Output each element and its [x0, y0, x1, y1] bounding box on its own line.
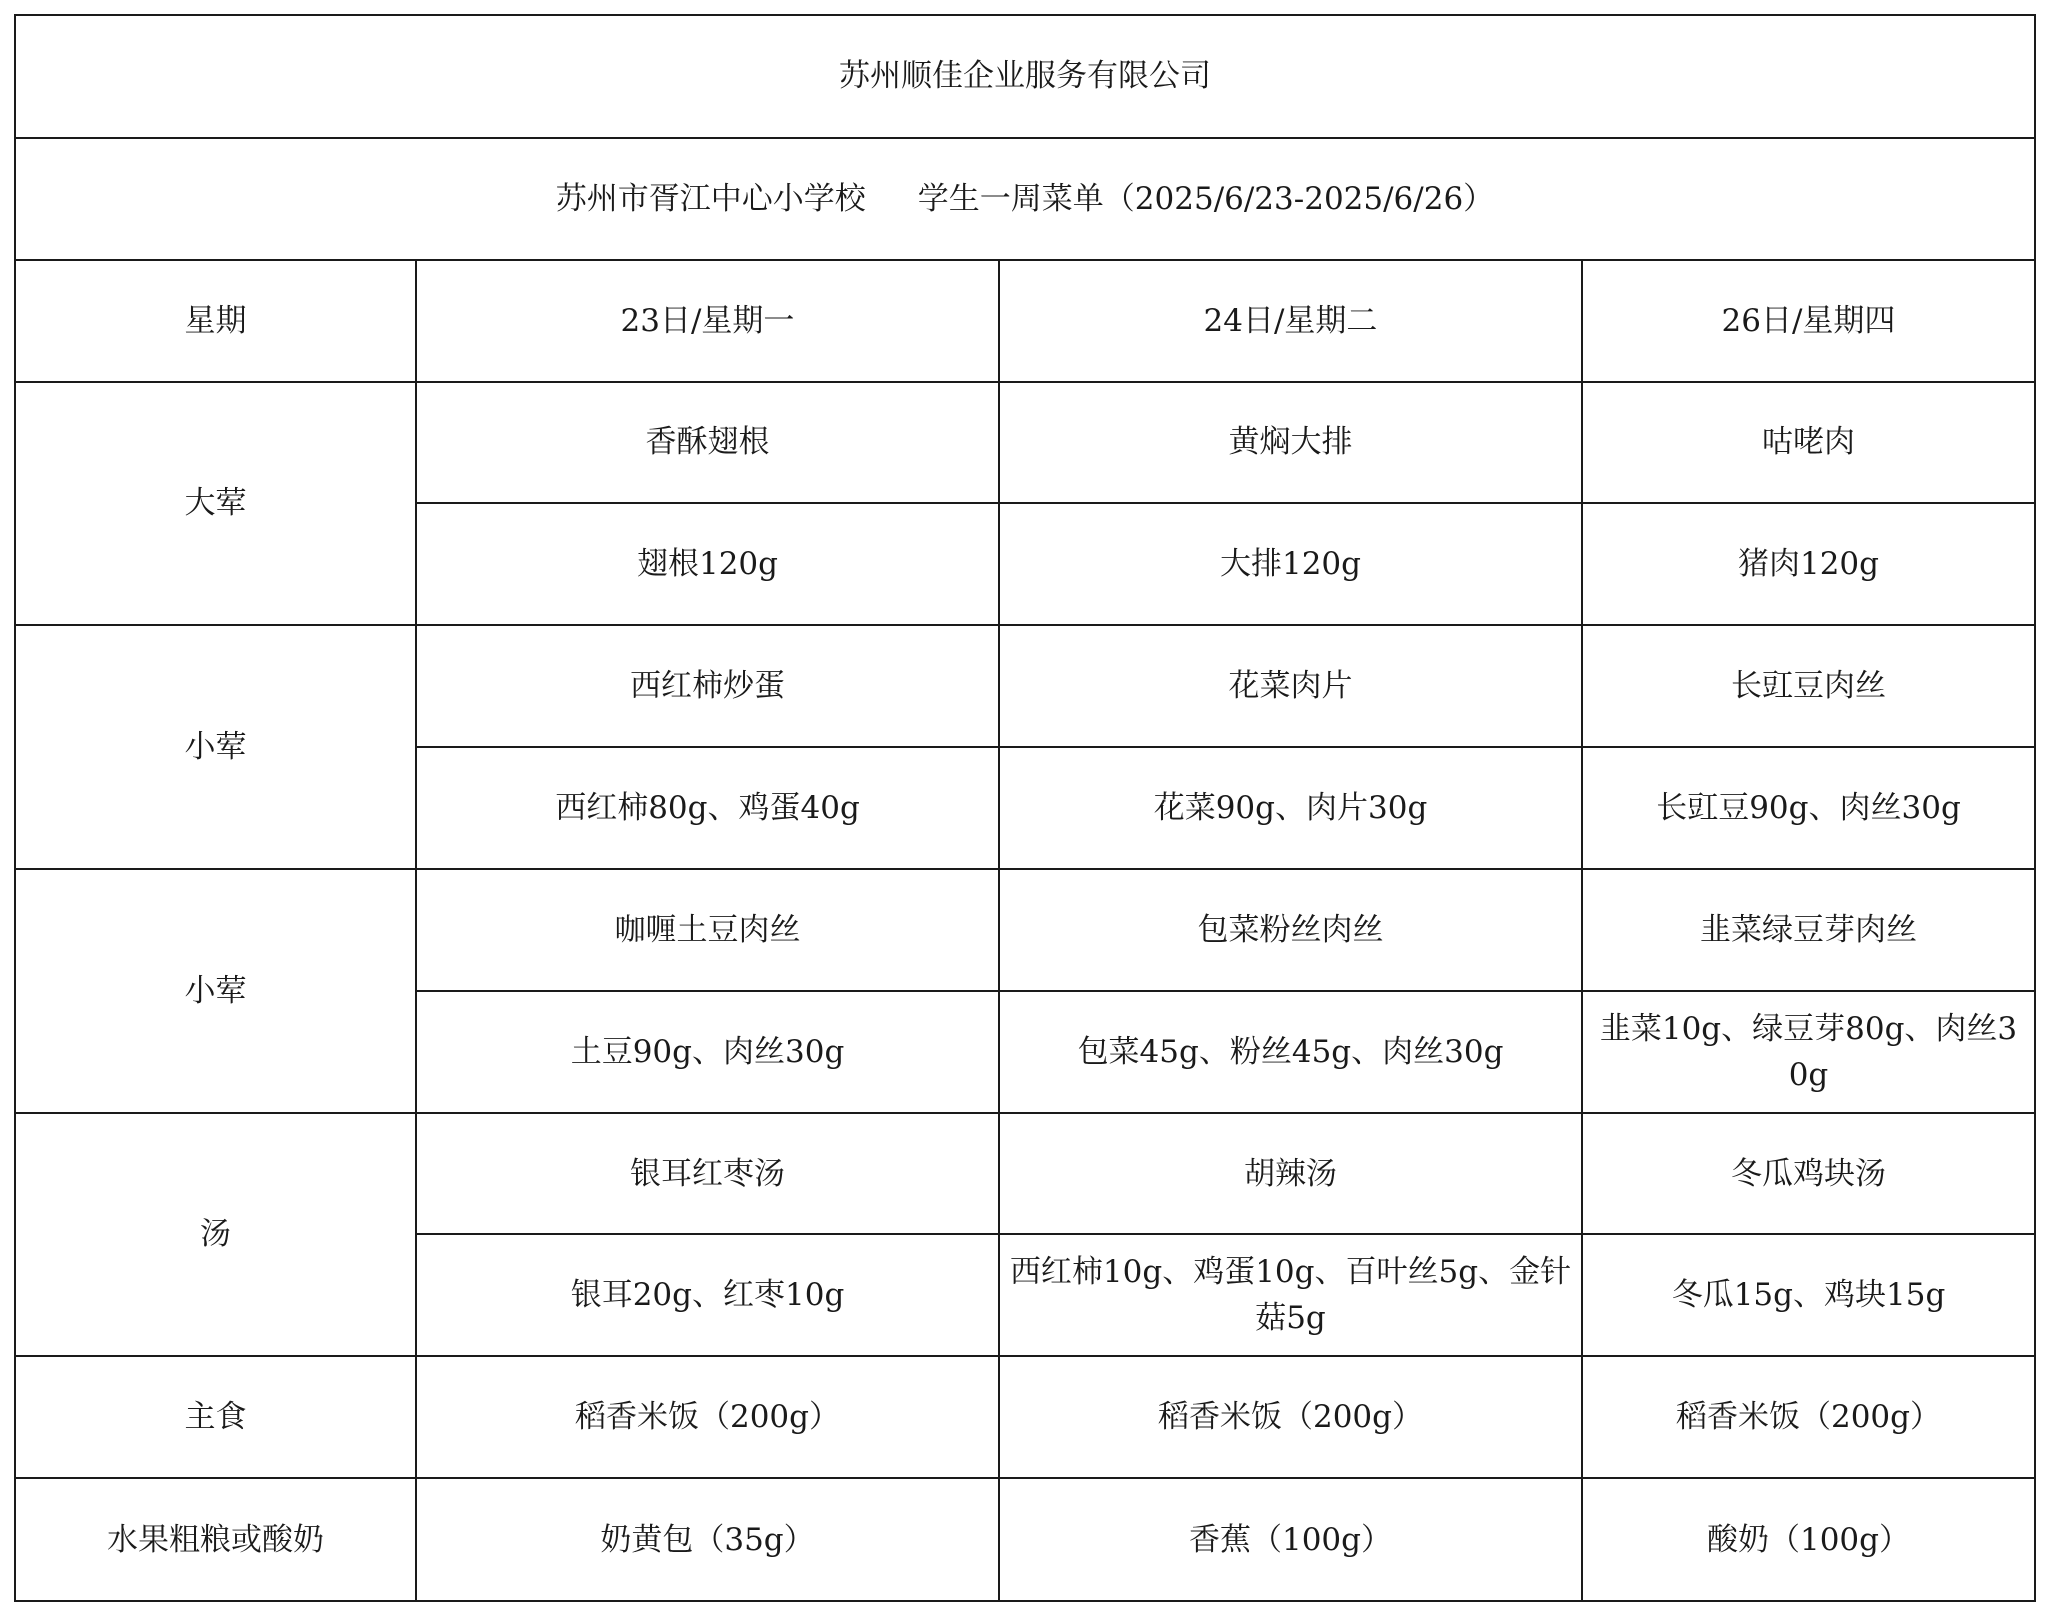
category-label: 大荤 — [16, 382, 416, 626]
dish-name: 西红柿炒蛋 — [416, 625, 999, 747]
header-day: 24日/星期二 — [999, 260, 1582, 382]
dish-ingredients: 大排120g — [999, 503, 1582, 625]
dish-name: 咖喱土豆肉丝 — [416, 869, 999, 991]
dish-ingredients: 土豆90g、肉丝30g — [416, 991, 999, 1113]
dish-ingredients: 冬瓜15g、鸡块15g — [1582, 1234, 2034, 1356]
staple-item: 稻香米饭（200g） — [999, 1356, 1582, 1478]
category-label: 小荤 — [16, 625, 416, 869]
dish-name: 香酥翅根 — [416, 382, 999, 504]
title-row — [16, 138, 2034, 260]
dish-name: 长豇豆肉丝 — [1582, 625, 2034, 747]
dish-name: 银耳红枣汤 — [416, 1113, 999, 1235]
dish-ingredients: 银耳20g、红枣10g — [416, 1234, 999, 1356]
header-day: 26日/星期四 — [1582, 260, 2034, 382]
dish-row — [16, 625, 2034, 747]
extra-item: 奶黄包（35g） — [416, 1478, 999, 1600]
dish-ingredients: 西红柿80g、鸡蛋40g — [416, 747, 999, 869]
dish-ingredients: 西红柿10g、鸡蛋10g、百叶丝5g、金针菇5g — [999, 1234, 1582, 1356]
dish-name: 花菜肉片 — [999, 625, 1582, 747]
dish-name: 冬瓜鸡块汤 — [1582, 1113, 2034, 1235]
extra-item: 酸奶（100g） — [1582, 1478, 2034, 1600]
dish-row — [16, 1113, 2034, 1235]
header-row — [16, 260, 2034, 382]
school-name: 苏州市胥江中心小学校 — [555, 180, 866, 217]
menu-sheet — [14, 14, 2036, 1602]
dish-ingredients: 猪肉120g — [1582, 503, 2034, 625]
dish-name: 咕咾肉 — [1582, 382, 2034, 504]
weekly-menu-table — [16, 16, 2034, 1600]
header-day: 23日/星期一 — [416, 260, 999, 382]
menu-title-cell — [16, 138, 2034, 260]
extra-item: 香蕉（100g） — [999, 1478, 1582, 1600]
category-label: 汤 — [16, 1113, 416, 1357]
dish-ingredients: 包菜45g、粉丝45g、肉丝30g — [999, 991, 1582, 1113]
dish-name: 胡辣汤 — [999, 1113, 1582, 1235]
menu-title: 学生一周菜单（2025/6/23-2025/6/26） — [917, 180, 1495, 217]
category-label: 主食 — [16, 1356, 416, 1478]
category-label: 小荤 — [16, 869, 416, 1113]
dish-ingredients: 长豇豆90g、肉丝30g — [1582, 747, 2034, 869]
staple-item: 稻香米饭（200g） — [1582, 1356, 2034, 1478]
dish-ingredients: 花菜90g、肉片30g — [999, 747, 1582, 869]
dish-row — [16, 869, 2034, 991]
staple-row — [16, 1356, 2034, 1478]
dish-name: 韭菜绿豆芽肉丝 — [1582, 869, 2034, 991]
company-name: 苏州顺佳企业服务有限公司 — [16, 16, 2034, 138]
dish-ingredients: 韭菜10g、绿豆芽80g、肉丝30g — [1582, 991, 2034, 1113]
staple-item: 稻香米饭（200g） — [416, 1356, 999, 1478]
dish-name: 黄焖大排 — [999, 382, 1582, 504]
dish-ingredients: 翅根120g — [416, 503, 999, 625]
company-row — [16, 16, 2034, 138]
extra-row — [16, 1478, 2034, 1600]
category-label: 水果粗粮或酸奶 — [16, 1478, 416, 1600]
dish-row — [16, 382, 2034, 504]
header-weekday-label: 星期 — [16, 260, 416, 382]
dish-name: 包菜粉丝肉丝 — [999, 869, 1582, 991]
